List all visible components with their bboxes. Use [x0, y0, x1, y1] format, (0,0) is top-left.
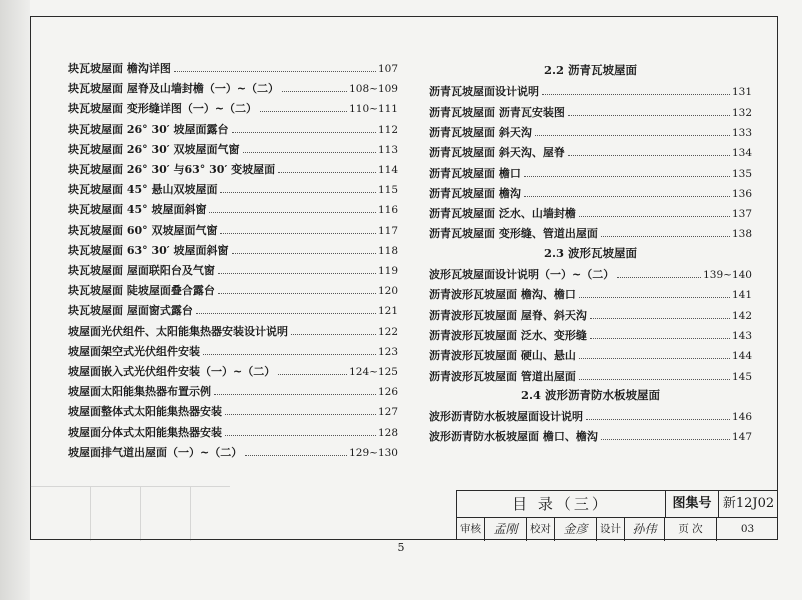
- dot-leader: [232, 253, 376, 254]
- dot-leader: [174, 71, 376, 72]
- toc-entry-page: 117: [377, 225, 398, 237]
- toc-entry-page: 146: [731, 411, 752, 423]
- toc-entry-title: 沥青瓦坡屋面 檐口: [429, 167, 521, 180]
- section-heading: 2.2 沥青瓦坡屋面: [543, 63, 637, 77]
- toc-entry: [68, 199, 398, 217]
- toc-entry-title: 块瓦坡屋面 60° 双坡屋面气窗: [68, 224, 218, 237]
- dot-leader: [245, 455, 347, 456]
- toc-entry-page: 124~125: [349, 366, 398, 378]
- toc-entry-title: 沥青瓦坡屋面 斜天沟: [429, 126, 532, 139]
- toc-entry: [429, 183, 752, 201]
- dot-leader: [586, 419, 730, 420]
- toc-entry-title: 坡屋面嵌入式光伏组件安装（一）~（二）: [68, 365, 276, 378]
- toc-entry-page: 131: [731, 86, 752, 98]
- toc-entry-title: 块瓦坡屋面 45° 坡屋面斜窗: [68, 203, 207, 216]
- toc-entry: [68, 179, 398, 197]
- toc-entry: [68, 381, 398, 399]
- toc-entry-title: 沥青波形瓦坡屋面 檐沟、檐口: [429, 288, 576, 301]
- toc-entry-page: 137: [731, 208, 752, 220]
- toc-entry: [68, 321, 398, 339]
- toc-entry-title: 坡屋面整体式太阳能集热器安装: [68, 405, 222, 418]
- toc-entry-page: 122: [377, 326, 398, 338]
- dot-leader: [232, 132, 376, 133]
- toc-entry: [429, 203, 752, 221]
- toc-entry: [429, 426, 752, 444]
- toc-entry-page: 132: [731, 107, 752, 119]
- toc-entry-title: 块瓦坡屋面 26° 30′ 坡屋面露台: [68, 123, 229, 136]
- sheet-title: 目 录（三）: [457, 491, 666, 517]
- dot-leader: [220, 192, 375, 193]
- toc-entry-page: 110~111: [349, 103, 398, 115]
- dot-leader: [568, 155, 730, 156]
- page-number: 5: [397, 541, 405, 554]
- toc-entry-page: 134: [731, 147, 752, 159]
- toc-entry-title: 坡屋面架空式光伏组件安装: [68, 345, 200, 358]
- dot-leader: [535, 135, 730, 136]
- toc-entry: [68, 401, 398, 419]
- dot-leader: [542, 94, 730, 95]
- dot-leader: [214, 394, 376, 395]
- toc-entry-page: 135: [731, 168, 752, 180]
- toc-entry: [429, 284, 752, 302]
- toc-entry: [429, 102, 752, 120]
- toc-entry: [68, 119, 398, 137]
- toc-entry: [429, 142, 752, 160]
- toc-entry-page: 126: [377, 386, 398, 398]
- bleed-through-title-block: [30, 486, 230, 541]
- toc-entry-page: 147: [731, 431, 752, 443]
- toc-entry-title: 沥青瓦坡屋面 沥青瓦安装图: [429, 106, 565, 119]
- dot-leader: [196, 313, 376, 314]
- toc-entry-title: 波形瓦坡屋面设计说明（一）~（二）: [429, 268, 615, 281]
- dot-leader: [209, 212, 375, 213]
- toc-entry-page: 128: [377, 427, 398, 439]
- toc-entry-page: 141: [731, 289, 752, 301]
- dot-leader: [218, 293, 376, 294]
- toc-entry-title: 块瓦坡屋面 屋脊及山墙封檐（一）~（二）: [68, 82, 280, 95]
- dot-leader: [218, 273, 376, 274]
- toc-entry-title: 块瓦坡屋面 屋面窗式露台: [68, 304, 193, 317]
- dot-leader: [590, 318, 730, 319]
- toc-entry-page: 121: [377, 305, 398, 317]
- toc-entry: [68, 58, 398, 76]
- toc-entry-page: 139~140: [703, 269, 752, 281]
- atlas-number-value: 新12J02: [722, 496, 775, 511]
- toc-entry-page: 115: [377, 184, 398, 196]
- toc-entry: [429, 223, 752, 241]
- section-heading: 2.4 波形沥青防水板坡屋面: [520, 388, 660, 402]
- toc-entry-page: 129~130: [349, 447, 398, 459]
- design-label: 设计: [597, 517, 625, 541]
- toc-entry: [68, 300, 398, 318]
- toc-entry-title: 块瓦坡屋面 屋面联阳台及气窗: [68, 264, 215, 277]
- toc-entry-page: 123: [377, 346, 398, 358]
- toc-entry: [68, 260, 398, 278]
- toc-entry: [429, 325, 752, 343]
- toc-entry-title: 沥青波形瓦坡屋面 管道出屋面: [429, 370, 576, 383]
- toc-entry: [429, 122, 752, 140]
- toc-entry-title: 块瓦坡屋面 63° 30′ 坡屋面斜窗: [68, 244, 229, 257]
- toc-entry: [429, 264, 752, 282]
- toc-entry: [68, 78, 398, 96]
- dot-leader: [278, 374, 347, 375]
- dot-leader: [617, 277, 701, 278]
- dot-leader: [243, 152, 376, 153]
- toc-entry-title: 沥青瓦坡屋面 斜天沟、屋脊: [429, 146, 565, 159]
- dot-leader: [291, 334, 376, 335]
- toc-entry-title: 沥青波形瓦坡屋面 屋脊、斜天沟: [429, 309, 587, 322]
- toc-entry-title: 沥青波形瓦坡屋面 泛水、变形缝: [429, 329, 587, 342]
- toc-entry-page: 144: [731, 350, 752, 362]
- toc-entry: [68, 361, 398, 379]
- toc-entry: [429, 305, 752, 323]
- page-edge-shadow: [0, 0, 30, 600]
- toc-entry-page: 113: [377, 144, 398, 156]
- check-label: 校对: [527, 517, 555, 541]
- toc-entry: [429, 406, 752, 424]
- toc-entry-title: 沥青波形瓦坡屋面 硬山、悬山: [429, 349, 576, 362]
- toc-entry-title: 坡屋面排气道出屋面（一）~（二）: [68, 446, 243, 459]
- dot-leader: [225, 435, 376, 436]
- toc-entry-title: 块瓦坡屋面 变形缝详图（一）~（二）: [68, 102, 258, 115]
- section-heading: 2.3 波形瓦坡屋面: [543, 246, 637, 260]
- toc-entry-page: 116: [377, 204, 398, 216]
- check-signature: 金彦: [555, 517, 597, 541]
- toc-entry: [68, 159, 398, 177]
- toc-entry: [68, 220, 398, 238]
- toc-entry: [68, 98, 398, 116]
- toc-entry-page: 127: [377, 406, 398, 418]
- design-signature: 孙伟: [625, 517, 665, 541]
- toc-entry: [429, 163, 752, 181]
- review-label: 审核: [457, 517, 485, 541]
- dot-leader: [579, 358, 730, 359]
- toc-entry-page: 143: [731, 330, 752, 342]
- page-label: 页 次: [665, 517, 717, 541]
- toc-entry: [429, 345, 752, 363]
- dot-leader: [579, 297, 730, 298]
- dot-leader: [203, 354, 376, 355]
- toc-entry-page: 138: [731, 228, 752, 240]
- toc-entry-page: 136: [731, 188, 752, 200]
- dot-leader: [579, 379, 730, 380]
- toc-entry-title: 坡屋面分体式太阳能集热器安装: [68, 426, 222, 439]
- dot-leader: [278, 172, 376, 173]
- toc-entry-page: 118: [377, 245, 398, 257]
- dot-leader: [590, 338, 730, 339]
- toc-entry: [68, 442, 398, 460]
- toc-entry-title: 块瓦坡屋面 26° 30′ 与63° 30′ 变坡屋面: [68, 163, 276, 176]
- dot-leader: [282, 91, 347, 92]
- dot-leader: [601, 236, 730, 237]
- toc-entry-page: 119: [377, 265, 398, 277]
- toc-entry-title: 块瓦坡屋面 26° 30′ 双坡屋面气窗: [68, 143, 240, 156]
- toc-entry-title: 沥青瓦坡屋面 泛水、山墙封檐: [429, 207, 576, 220]
- dot-leader: [601, 439, 730, 440]
- toc-entry-title: 波形沥青防水板坡屋面设计说明: [429, 410, 583, 423]
- toc-entry-title: 沥青瓦坡屋面 变形缝、管道出屋面: [429, 227, 598, 240]
- dot-leader: [524, 196, 730, 197]
- toc-entry-page: 133: [731, 127, 752, 139]
- dot-leader: [579, 216, 730, 217]
- toc-entry-page: 145: [731, 371, 752, 383]
- toc-entry-page: 107: [377, 63, 398, 75]
- dot-leader: [220, 233, 375, 234]
- toc-entry-title: 沥青瓦坡屋面设计说明: [429, 85, 539, 98]
- dot-leader: [568, 115, 730, 116]
- toc-entry-title: 波形沥青防水板坡屋面 檐口、檐沟: [429, 430, 598, 443]
- dot-leader: [524, 176, 730, 177]
- toc-entry: [68, 240, 398, 258]
- toc-entry: [429, 81, 752, 99]
- toc-entry-page: 108~109: [349, 83, 398, 95]
- toc-entry-title: 块瓦坡屋面 檐沟详图: [68, 62, 171, 75]
- toc-entry: [68, 139, 398, 157]
- toc-entry-title: 块瓦坡屋面 陡坡屋面叠合露台: [68, 284, 215, 297]
- toc-entry: [68, 280, 398, 298]
- dot-leader: [260, 111, 347, 112]
- toc-entry-page: 114: [377, 164, 398, 176]
- toc-entry-page: 112: [377, 124, 398, 136]
- title-block: [456, 490, 778, 540]
- toc-entry-page: 142: [731, 310, 752, 322]
- toc-entry: [429, 366, 752, 384]
- review-signature: 孟刚: [485, 517, 527, 541]
- atlas-number-label: 图集号: [666, 491, 719, 517]
- drawing-frame: [30, 16, 778, 540]
- toc-entry: [68, 422, 398, 440]
- toc-entry-title: 块瓦坡屋面 45° 悬山双坡屋面: [68, 183, 218, 196]
- dot-leader: [225, 414, 376, 415]
- toc-entry-page: 120: [377, 285, 398, 297]
- toc-entry-title: 坡屋面光伏组件、太阳能集热器安装设计说明: [68, 325, 288, 338]
- toc-entry: [68, 341, 398, 359]
- page-value: 03: [740, 523, 755, 535]
- toc-entry-title: 坡屋面太阳能集热器布置示例: [68, 385, 211, 398]
- toc-entry-title: 沥青瓦坡屋面 檐沟: [429, 187, 521, 200]
